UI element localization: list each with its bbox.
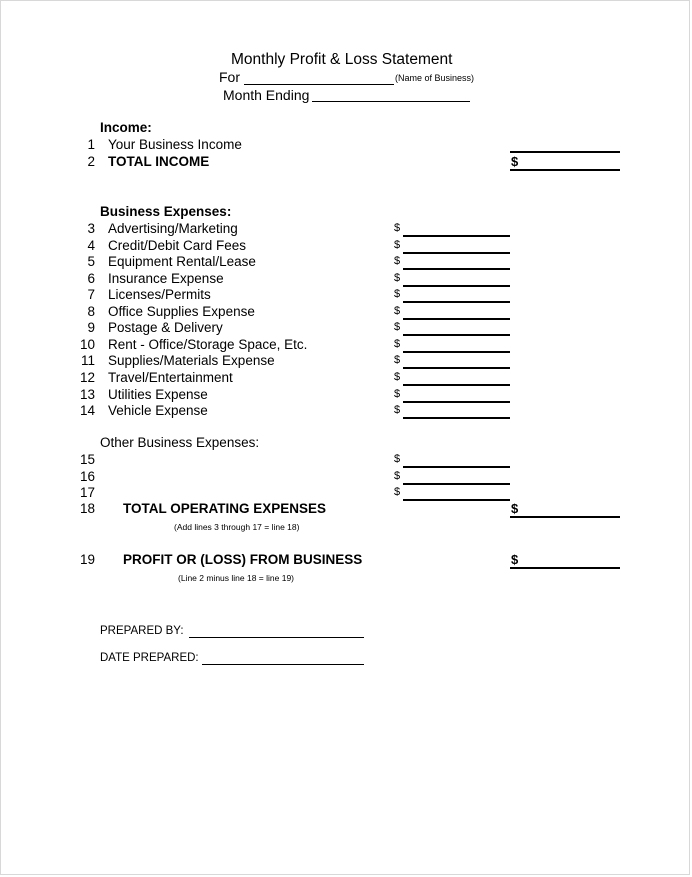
profit-loss-label: PROFIT OR (LOSS) FROM BUSINESS	[123, 552, 363, 567]
line-number: 6	[87, 270, 95, 286]
expense-label: Supplies/Materials Expense	[108, 353, 275, 369]
line-number: 16	[79, 468, 95, 484]
line-number: 7	[87, 287, 95, 303]
amount-field[interactable]	[403, 318, 510, 320]
total-income-field[interactable]	[510, 169, 620, 171]
dollar-sign: $	[394, 222, 401, 234]
line-number: 13	[79, 386, 95, 402]
dollar-sign: $	[394, 288, 401, 301]
month-ending-field[interactable]	[312, 101, 470, 102]
dollar-sign: $	[394, 453, 401, 465]
expense-label: Licenses/Permits	[108, 287, 211, 303]
line-number: 10	[79, 336, 95, 352]
dollar-sign: $	[394, 486, 401, 498]
expense-label: Credit/Debit Card Fees	[108, 237, 247, 253]
dollar-sign: $	[394, 271, 401, 284]
line-number: 12	[79, 369, 95, 385]
amount-field[interactable]	[403, 483, 510, 485]
amount-field[interactable]	[403, 401, 510, 403]
line-number: 5	[87, 254, 95, 270]
amount-field[interactable]	[403, 367, 510, 369]
business-name-hint: (Name of Business)	[395, 73, 475, 83]
business-expenses-heading: Business Expenses:	[100, 204, 232, 219]
total-operating-field[interactable]	[510, 516, 620, 518]
total-operating-note: (Add lines 3 through 17 = line 18)	[174, 522, 300, 532]
expense-label: Rent - Office/Storage Space, Etc.	[108, 336, 308, 352]
amount-field[interactable]	[403, 285, 510, 287]
line-number: 8	[87, 303, 95, 319]
amount-field[interactable]	[403, 334, 510, 336]
expense-label: Advertising/Marketing	[108, 221, 238, 236]
expense-label: Office Supplies Expense	[108, 303, 255, 319]
line-number: 14	[79, 403, 95, 419]
amount-field[interactable]	[403, 417, 510, 419]
dollar-sign: $	[394, 304, 401, 317]
profit-loss-note: (Line 2 minus line 18 = line 19)	[178, 573, 294, 583]
line-label-business-income: Your Business Income	[108, 137, 242, 152]
expense-label: Vehicle Expense	[108, 403, 208, 419]
line-number: 19	[79, 552, 95, 567]
line-number: 18	[79, 501, 95, 516]
date-prepared-field[interactable]	[202, 664, 364, 665]
dollar-sign: $	[394, 238, 401, 251]
dollar-sign: $	[394, 387, 401, 400]
amount-field[interactable]	[403, 252, 510, 254]
dollar-sign: $	[394, 469, 401, 482]
date-prepared-label: DATE PREPARED:	[100, 652, 199, 664]
for-label: For	[219, 69, 240, 85]
total-operating-label: TOTAL OPERATING EXPENSES	[123, 501, 327, 516]
line-number: 9	[87, 320, 95, 336]
amount-field[interactable]	[403, 235, 510, 237]
prepared-by-field[interactable]	[189, 637, 364, 638]
income-heading: Income:	[100, 120, 152, 135]
expense-label: Postage & Delivery	[108, 320, 223, 336]
total-income-dollar: $	[511, 154, 519, 169]
profit-loss-dollar: $	[511, 552, 519, 567]
line-number: 3	[87, 221, 95, 236]
line-number: 11	[80, 353, 95, 369]
amount-field[interactable]	[403, 268, 510, 270]
line-number: 1	[87, 137, 95, 152]
amount-field[interactable]	[403, 384, 510, 386]
expense-label: Utilities Expense	[108, 386, 208, 402]
profit-loss-field[interactable]	[510, 567, 620, 569]
total-operating-dollar: $	[511, 501, 519, 516]
dollar-sign: $	[394, 337, 401, 350]
expense-label: Equipment Rental/Lease	[108, 254, 256, 270]
business-income-field[interactable]	[510, 151, 620, 153]
amount-field[interactable]	[403, 301, 510, 303]
dollar-sign: $	[394, 321, 401, 334]
dollar-sign: $	[394, 370, 401, 383]
dollar-sign: $	[394, 255, 401, 268]
prepared-by-label: PREPARED BY:	[100, 625, 184, 637]
dollar-sign: $	[394, 354, 401, 367]
line-number: 17	[79, 485, 95, 500]
other-expenses-heading: Other Business Expenses:	[100, 435, 260, 450]
amount-field[interactable]	[403, 466, 510, 468]
dollar-sign: $	[394, 404, 401, 417]
line-label-total-income: TOTAL INCOME	[108, 154, 210, 169]
month-ending-label: Month Ending	[223, 87, 310, 103]
amount-field[interactable]	[403, 351, 510, 353]
expense-label: Travel/Entertainment	[108, 369, 233, 385]
document-title: Monthly Profit & Loss Statement	[231, 51, 453, 68]
line-number: 4	[87, 237, 95, 253]
line-number: 2	[87, 154, 95, 169]
line-number: 15	[79, 452, 95, 467]
expense-label: Insurance Expense	[108, 270, 224, 286]
amount-field[interactable]	[403, 499, 510, 501]
business-name-field[interactable]	[244, 84, 394, 85]
